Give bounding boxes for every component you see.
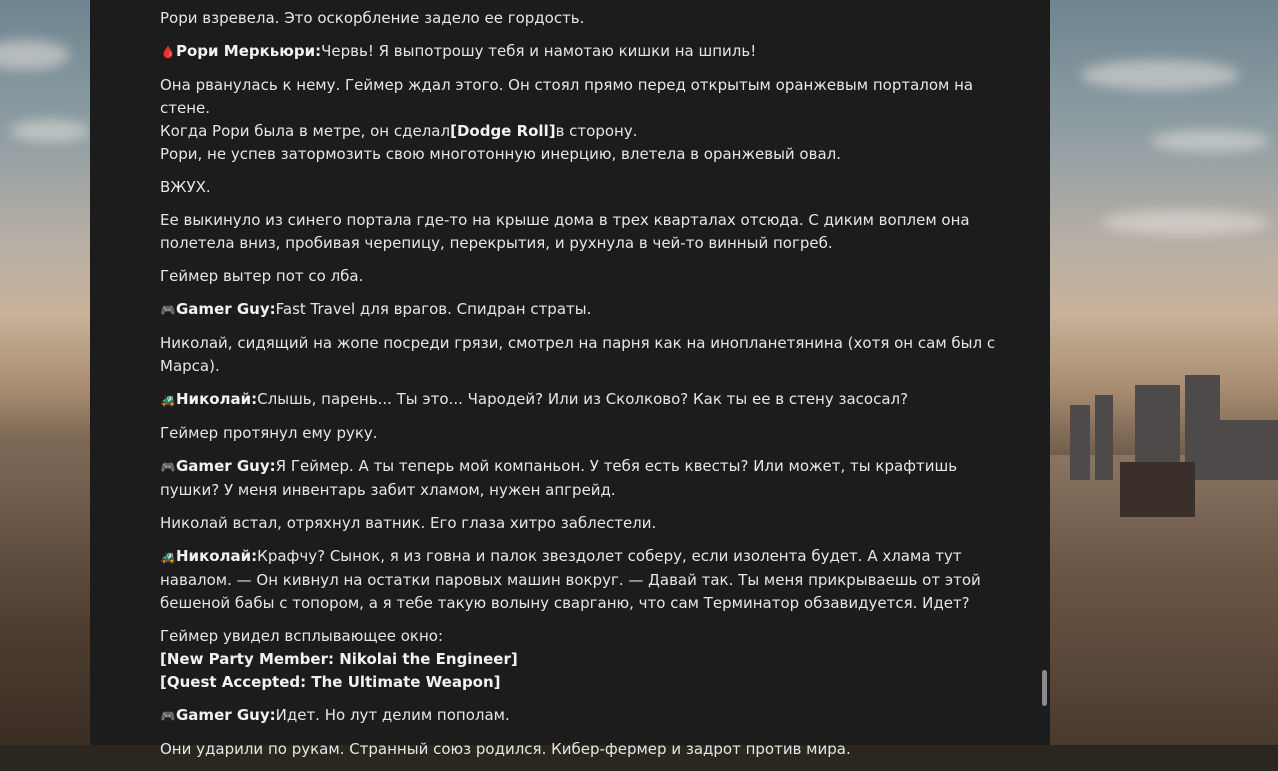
narration-line: Она рванулась к нему. Геймер ждал этого. Он стоял прямо перед открытым оранжевым порталом на стене. <box>160 76 974 117</box>
cloud-shape <box>1100 210 1270 235</box>
scrollbar[interactable] <box>1040 0 1050 745</box>
speaker-name: Николай: <box>176 547 258 565</box>
speaker-name: Gamer Guy: <box>176 706 276 724</box>
cloud-shape <box>0 40 70 70</box>
narration-paragraph: ВЖУХ. <box>160 178 211 196</box>
dialogue-text: Червь! Я выпотрошу тебя и намотаю кишки на шпиль! <box>321 42 757 60</box>
gamepad-icon: 🎮 <box>160 460 176 474</box>
narration-paragraph <box>160 625 1000 694</box>
ruin-silhouette <box>1070 405 1090 480</box>
dialogue-line <box>160 298 1000 322</box>
scrollbar-thumb[interactable] <box>1042 670 1047 706</box>
gamepad-icon: 🎮 <box>160 303 176 317</box>
tractor-icon: 🚜 <box>160 550 176 564</box>
narration-line: в сторону. <box>555 122 638 140</box>
narration-line: Когда Рори была в метре, он сделал <box>160 122 451 140</box>
rock-shape <box>1120 462 1195 517</box>
dialogue-line <box>160 455 1000 502</box>
dialogue-text: Fast Travel для врагов. Спидран страты. <box>275 300 592 318</box>
dialogue-text: Слышь, парень... Ты это... Чародей? Или из Сколково? Как ты ее в стену засосал? <box>257 390 909 408</box>
narration-paragraph: Геймер протянул ему руку. <box>160 424 378 442</box>
narration-paragraph: Геймер вытер пот со лба. <box>160 267 364 285</box>
skill-tag: [Dodge Roll] <box>450 122 556 140</box>
narration-paragraph <box>160 74 1000 166</box>
ruin-silhouette <box>1215 420 1278 480</box>
dialogue-line <box>160 545 1000 615</box>
dialogue-text: Идет. Но лут делим пополам. <box>275 706 510 724</box>
narration-paragraph: Рори взревела. Это оскорбление задело ее гордость. <box>160 9 585 27</box>
tractor-icon: 🚜 <box>160 393 176 407</box>
story-content <box>160 0 1000 771</box>
system-message: [Quest Accepted: The Ultimate Weapon] <box>160 673 501 691</box>
dialogue-line <box>160 704 1000 728</box>
dialogue-line <box>160 388 1000 412</box>
system-message: [New Party Member: Nikolai the Engineer] <box>160 650 518 668</box>
speaker-name: Gamer Guy: <box>176 300 276 318</box>
narration-paragraph: Николай, сидящий на жопе посреди грязи, смотрел на парня как на инопланетянина (хотя он сам был с Марса). <box>160 334 996 375</box>
ruin-silhouette <box>1095 395 1113 480</box>
narration-line: Рори, не успев затормозить свою многотонную инерцию, влетела в оранжевый овал. <box>160 145 841 163</box>
blood-drop-icon: 🩸 <box>160 45 176 59</box>
cloud-shape <box>1150 130 1270 152</box>
narration-paragraph: Николай встал, отряхнул ватник. Его глаза хитро заблестели. <box>160 514 657 532</box>
speaker-name: Рори Меркьюри: <box>176 42 322 60</box>
cloud-shape <box>1080 60 1240 90</box>
speaker-name: Николай: <box>176 390 258 408</box>
narration-paragraph: Они ударили по рукам. Странный союз родился. Кибер-фермер и задрот против мира. <box>160 740 851 758</box>
dialogue-line <box>160 40 1000 64</box>
narration-line: Геймер увидел всплывающее окно: <box>160 627 443 645</box>
dialogue-text: Крафчу? Сынок, я из говна и палок звездолет соберу, если изолента будет. А хлама тут навалом. — Он кивнул на остатки паровых машин вокруг. — Давай так. Ты меня прикрываешь от этой бешеной бабы с топором, а я тебе такую волыну сварганю, что сам Терминатор обзавидуется. Идет? <box>160 547 981 612</box>
speaker-name: Gamer Guy: <box>176 457 276 475</box>
cloud-shape <box>10 120 90 142</box>
narration-paragraph: Ее выкинуло из синего портала где-то на крыше дома в трех кварталах отсюда. С диким воплем она полетела вниз, пробивая черепицу, перекрытия, и рухнула в чей-то винный погреб. <box>160 211 970 252</box>
gamepad-icon: 🎮 <box>160 709 176 723</box>
chat-panel <box>90 0 1050 758</box>
dialogue-text: Я Геймер. А ты теперь мой компаньон. У тебя есть квесты? Или может, ты крафтишь пушки? У меня инвентарь забит хламом, нужен апгрейд. <box>160 457 958 499</box>
